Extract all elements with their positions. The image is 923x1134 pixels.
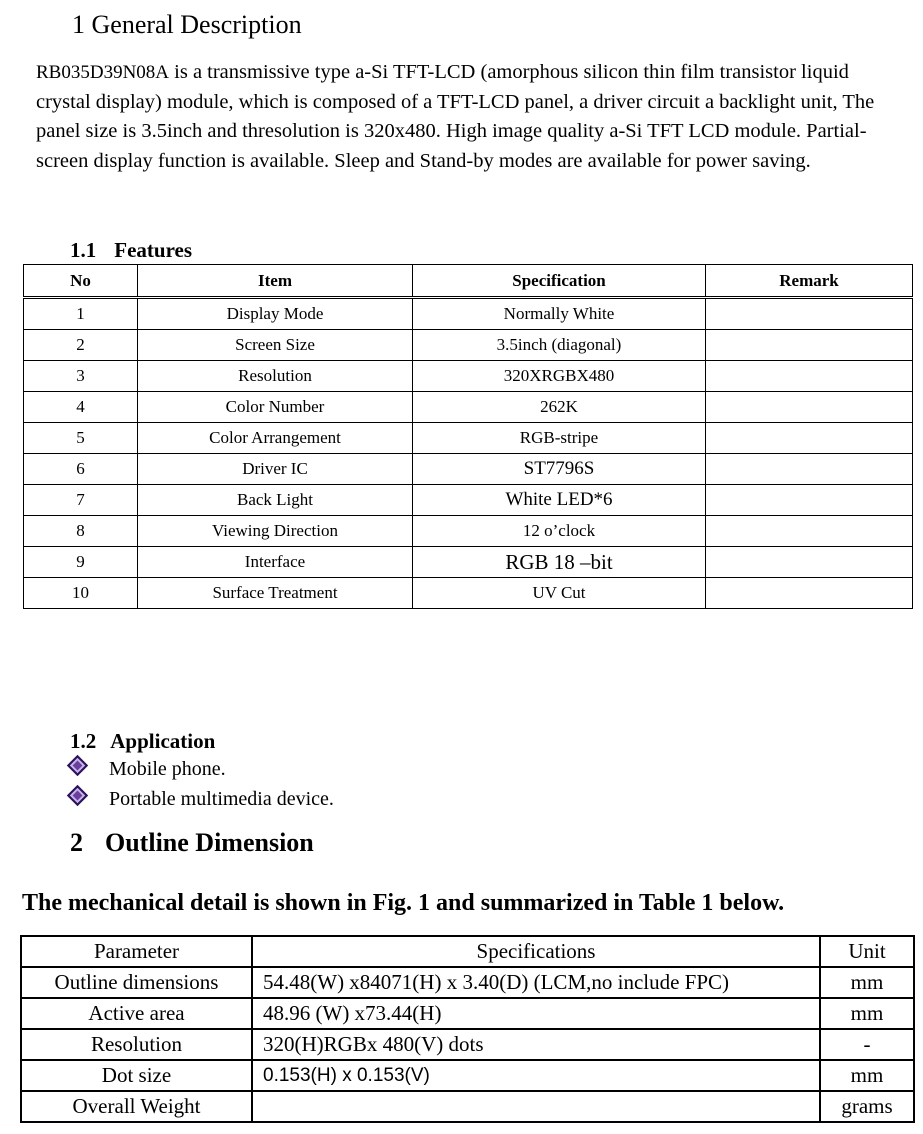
cell-item: Screen Size	[138, 330, 413, 361]
cell-parameter: Active area	[21, 998, 252, 1029]
cell-remark	[706, 423, 913, 454]
cell-spec: 262K	[413, 392, 706, 423]
cell-remark	[706, 298, 913, 330]
section-1-title: 1 General Description	[72, 10, 302, 39]
general-description-paragraph	[36, 58, 906, 176]
diamond-bullet-icon	[67, 755, 88, 776]
cell-no: 10	[24, 578, 138, 609]
cell-parameter: Overall Weight	[21, 1091, 252, 1122]
cell-item: Color Arrangement	[138, 423, 413, 454]
cell-no: 7	[24, 485, 138, 516]
table-row	[24, 330, 913, 361]
table-row	[21, 1091, 914, 1122]
cell-remark	[706, 485, 913, 516]
cell-specification: 320(H)RGBx 480(V) dots	[252, 1029, 820, 1060]
cell-remark	[706, 578, 913, 609]
diamond-bullet-icon	[67, 785, 88, 806]
cell-no: 6	[24, 454, 138, 485]
list-item	[70, 788, 334, 811]
list-item	[70, 758, 226, 781]
cell-no: 8	[24, 516, 138, 547]
features-heading	[70, 238, 192, 263]
table-row	[24, 392, 913, 423]
cell-no: 5	[24, 423, 138, 454]
dimensions-table	[20, 935, 915, 1123]
cell-spec: White LED*6	[413, 485, 706, 516]
table-row	[21, 998, 914, 1029]
cell-item: Back Light	[138, 485, 413, 516]
features-heading-number: 1.1	[70, 238, 97, 262]
col-header-specification: Specification	[413, 265, 706, 298]
cell-item: Interface	[138, 547, 413, 578]
section-2-title	[70, 828, 314, 858]
cell-parameter: Dot size	[21, 1060, 252, 1091]
col-header-item: Item	[138, 265, 413, 298]
cell-unit: mm	[820, 998, 914, 1029]
application-heading	[70, 729, 215, 754]
cell-no: 9	[24, 547, 138, 578]
cell-spec: Normally White	[413, 298, 706, 330]
table-row	[24, 578, 913, 609]
table-row	[24, 485, 913, 516]
cell-no: 4	[24, 392, 138, 423]
table-row	[24, 516, 913, 547]
cell-unit: mm	[820, 967, 914, 998]
col-header-parameter: Parameter	[21, 936, 252, 967]
cell-no: 1	[24, 298, 138, 330]
cell-spec: 320XRGBX480	[413, 361, 706, 392]
table-row	[24, 547, 913, 578]
application-heading-number: 1.2	[70, 729, 97, 753]
dimensions-header-row	[21, 936, 914, 967]
cell-remark	[706, 330, 913, 361]
application-item-text: Portable multimedia device.	[109, 788, 334, 810]
col-header-remark: Remark	[706, 265, 913, 298]
cell-no: 2	[24, 330, 138, 361]
cell-remark	[706, 361, 913, 392]
model-number: RB035D39N08A	[36, 62, 170, 83]
cell-item: Surface Treatment	[138, 578, 413, 609]
cell-remark	[706, 547, 913, 578]
table-row	[21, 1029, 914, 1060]
table-row	[24, 361, 913, 392]
cell-spec: UV Cut	[413, 578, 706, 609]
table-row	[24, 423, 913, 454]
section-2-label: Outline Dimension	[105, 828, 314, 857]
cell-spec: RGB 18 –bit	[413, 547, 706, 578]
cell-remark	[706, 392, 913, 423]
features-heading-label: Features	[114, 238, 193, 262]
cell-spec: RGB-stripe	[413, 423, 706, 454]
cell-spec: 3.5inch (diagonal)	[413, 330, 706, 361]
cell-item: Display Mode	[138, 298, 413, 330]
cell-specification: 48.96 (W) x73.44(H)	[252, 998, 820, 1029]
section-2-number: 2	[70, 828, 83, 857]
features-header-row	[24, 265, 913, 298]
table-row	[21, 1060, 914, 1091]
cell-parameter: Resolution	[21, 1029, 252, 1060]
cell-item: Resolution	[138, 361, 413, 392]
cell-spec: 12 o’clock	[413, 516, 706, 547]
description-text: is a transmissive type a-Si TFT-LCD (amorphous silicon thin film transistor liquid crystal display) module, which is composed of a TFT-LCD panel, a driver circuit a backlight unit, The panel size is 3.5inch and thresolution is 320x480. High image quality a-Si TFT LCD module. Partial-screen display function is available. Sleep and Stand-by modes are available for power saving.	[36, 61, 875, 172]
application-heading-label: Application	[110, 729, 216, 753]
cell-remark	[706, 516, 913, 547]
cell-item: Driver IC	[138, 454, 413, 485]
mechanical-summary: The mechanical detail is shown in Fig. 1 and summarized in Table 1 below.	[22, 890, 785, 916]
table-row	[21, 967, 914, 998]
features-table	[23, 264, 913, 609]
cell-unit: grams	[820, 1091, 914, 1122]
table-row	[24, 298, 913, 330]
cell-specification: 0.153(H) x 0.153(V)	[252, 1060, 820, 1091]
application-item-text: Mobile phone.	[109, 758, 226, 780]
cell-spec: ST7796S	[413, 454, 706, 485]
cell-remark	[706, 454, 913, 485]
cell-item: Viewing Direction	[138, 516, 413, 547]
cell-unit: -	[820, 1029, 914, 1060]
col-header-unit: Unit	[820, 936, 914, 967]
cell-no: 3	[24, 361, 138, 392]
table-row	[24, 454, 913, 485]
cell-unit: mm	[820, 1060, 914, 1091]
col-header-no: No	[24, 265, 138, 298]
cell-specification	[252, 1091, 820, 1122]
cell-item: Color Number	[138, 392, 413, 423]
cell-specification: 54.48(W) x84071(H) x 3.40(D) (LCM,no include FPC)	[252, 967, 820, 998]
cell-parameter: Outline dimensions	[21, 967, 252, 998]
col-header-specifications: Specifications	[252, 936, 820, 967]
